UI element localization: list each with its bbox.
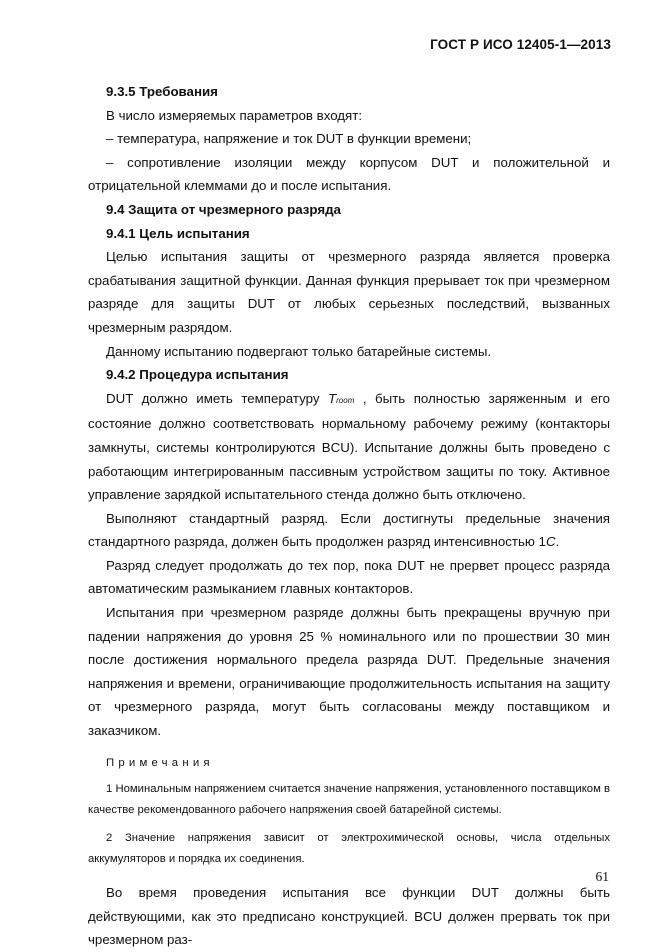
- paragraph: Во время проведения испытания все функции DUT должны быть действующими, как это предписано конструкцией. BCU должен прервать ток при чрезмерном раз-: [88, 885, 610, 948]
- section-9-4-2-heading: 9.4.2 Процедура испытания: [106, 367, 289, 383]
- document-body: [88, 80, 610, 952]
- section-9-3-5-heading: 9.3.5 Требования: [106, 84, 218, 99]
- text-fragment: .: [555, 534, 560, 550]
- paragraph: Испытания при чрезмерном разряде должны быть прекращены вручную при падении напряжения до уровня 25 % номинального или по прошествии 30 мин после достижения нормального предела разряда DUT. Предельные значения напряжения и времени, ограничивающие продолжительность испытания на защиту от чрезмерного разряда, могут быть согласованы между поставщиком и заказчиком.: [88, 605, 610, 739]
- notes-heading: Примечания: [106, 756, 214, 769]
- paragraph: Разряд следует продолжать до тех пор, пока DUT не прервет процесс разряда автоматическим размыканием главных контакторов.: [88, 557, 610, 597]
- paragraph-temperature: [88, 387, 610, 507]
- page-number: 61: [595, 869, 609, 884]
- text-fragment: DUT должно иметь температуру: [106, 390, 329, 406]
- variable-t: T: [328, 390, 337, 406]
- paragraph: В число измеряемых параметров входят:: [106, 107, 363, 123]
- section-9-4-heading: 9.4 Защита от чрезмерного разряда: [106, 201, 341, 217]
- paragraph-discharge: [88, 507, 610, 554]
- variable-subscript: room: [336, 395, 355, 405]
- paragraph: Данному испытанию подвергают только батарейные системы.: [106, 343, 492, 359]
- text-fragment: Выполняют стандартный разряд. Если достигнуты предельные значения стандартного разряда, должен быть продолжен разряд интенсивностью 1: [88, 510, 610, 550]
- variable-c: C: [545, 534, 556, 550]
- note-2: 2 Значение напряжения зависит от электрохимической основы, числа отдельных аккумуляторов и порядка их соединения.: [88, 831, 610, 866]
- section-9-4-1-heading: 9.4.1 Цель испытания: [106, 225, 250, 241]
- text-fragment: , быть полностью заряженным и его состояние должно соответствовать нормальному рабочему режиму (контакторы замкнуты, системы контролируются BCU). Испытание должны быть проведено с работающим интегрированным пассивным устройством защиты по току. Активное управление зарядкой испытательного стенда должно быть отключено.: [88, 390, 610, 503]
- paragraph: Целью испытания защиты от чрезмерного разряда является проверка срабатывания защитной функции. Данная функция прерывает ток при чрезмерном разряде для защиты DUT от любых серьезных последствий, вызванных чрезмерным разрядом.: [88, 249, 610, 335]
- note-1: 1 Номинальным напряжением считается значение напряжения, установленного поставщиком в качестве рекомендованного рабочего напряжения своей батарейной системы.: [88, 782, 610, 817]
- list-item: – сопротивление изоляции между корпусом DUT и положительной и отрицательной клеммами до и после испытания.: [88, 154, 610, 194]
- document-standard-header: ГОСТ Р ИСО 12405-1—2013: [430, 37, 611, 52]
- list-item: – температура, напряжение и ток DUT в функции времени;: [106, 131, 472, 147]
